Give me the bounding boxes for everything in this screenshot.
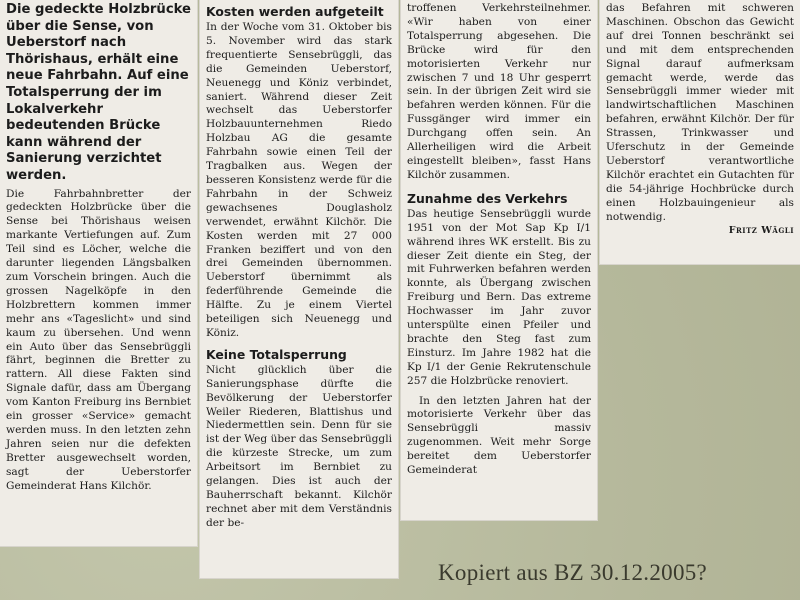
heading-keine-totalsperrung: Keine Totalsperrung	[206, 346, 347, 362]
heading-kosten: Kosten werden aufgeteilt	[206, 4, 384, 19]
copy-source-caption: Kopiert aus BZ 30.12.2005?	[438, 560, 708, 585]
column-2-clipping	[200, 0, 398, 578]
article-intro-paragraph: Die Fahrbahnbretter der gedeckten Holzbrücke über die Sense bei Thörishaus weisen markante Vertiefungen auf. Zum Teil sind es Löcher, welche die darunter liegenden Längsbalken zum Vorschein bringen. Auch die grossen Nagelköpfe in den Holzbrettern kommen immer mehr ans «Tageslicht» und sind kaum zu übersehen. Und wenn ein Auto über das Sensebrüggli fährt, beginnen die Bretter zu rattern. All diese Fakten sind Signale dafür, dass am Übergang vom Kanton Freiburg ins Bernbiet ein grosser «Service» gemacht werden muss. In den letzten zehn Jahren seien nur die defekten Bretter ausgewechselt worden, sagt der Ueberstorfer Gemeinderat Hans Kilchör.	[6, 187, 191, 492]
paragraph-keine-totalsperrung: Nicht glücklich über die Sanierungsphase dürfte die Bevölkerung der Ueberstorfer Weiler Riederen, Blattishus und Niedermettlen sein. Denn für sie ist der Weg über das Sensebrüggli die kürzeste Strecke, um zum Arbeitsort im Bernbiet zu gelangen. Dies ist auch der Bauherrschaft bekannt. Kilchör rechnet aber mit dem Verständnis der be-	[206, 363, 392, 529]
heading-zunahme-verkehr: Zunahme des Verkehrs	[407, 190, 568, 206]
author-byline: Fritz Wägli	[728, 224, 794, 236]
paragraph-geschichte: Das heutige Sensebrüggli wurde 1951 von der Mot Sap Kp I/1 während ihres WK erstellt. Bis zu dieser Zeit diente ein Steg, der mit Fuhrwerken befahren werden konnte, als Übergang zwischen Freiburg und Bern. Das extreme Hochwasser im Jahr zuvor unterspülte einen Pfeiler und brachte den Steg fast zum Einsturz. Im Jahre 1982 hat die Kp I/1 der Genie Rekrutenschule 257 die Holzbrücke renoviert.	[407, 207, 591, 387]
paragraph-verkehrsteilnehmer: troffenen Verkehrsteilnehmer. «Wir haben von einer Totalsperrung abgesehen. Die Brücke wird für den motorisierten Verkehr nur zwischen 7 und 18 Uhr gesperrt sein. In der übrigen Zeit wird sie befahren werden können. Für die Fussgänger wird immer ein Durchgang offen sein. An Allerheiligen wird die Arbeit eingestellt bleiben», fasst Hans Kilchör zusammen.	[407, 2, 591, 181]
column-3-clipping	[401, 0, 597, 520]
column-4-clipping	[600, 0, 800, 264]
column-1-clipping	[0, 0, 197, 546]
paragraph-maschinen: das Befahren mit schweren Maschinen. Obschon das Gewicht auf drei Tonnen beschränkt sei und mit dem entsprechenden Signal darauf aufmerksam gemacht werde, werde das Sensebrüggli immer wieder mit landwirtschaftlichen Maschinen befahren, erwähnt Kilchör. Der für Strassen, Trinkwasser und Uferschutz in der Gemeinde Ueberstorf verantwortliche Kilchör erachtet ein Gutachten für die 54-jährige Hochbrücke durch einen Holzbauingenieur als notwendig.	[606, 2, 794, 223]
paragraph-verkehr-zunahme: In den letzten Jahren hat der motorisierte Verkehr über das Sensebrüggli massiv zugenommen. Weit mehr Sorge bereitet dem Ueberstorfer Gemeinderat	[407, 394, 591, 477]
paragraph-kosten: In der Woche vom 31. Oktober bis 5. November wird das stark frequentierte Sensebrüggli, das die Gemeinden Ueberstorf, Neuenegg und Köniz verbindet, saniert. Während dieser Zeit wechselt das Ueberstorfer Holzbauunternehmen Riedo Holzbau AG die gesamte Fahrbahn sowie einen Teil der Tragbalken aus. Wegen der besseren Konsistenz werde für die Fahrbahn in der Schweiz gewachsenes Douglasholz verwendet, erwähnt Kilchör. Die Kosten werden mit 27 000 Franken beziffert und von den drei Gemeinden übernommen. Ueberstorf übernimmt als federführende Gemeinde die Hälfte. Zu je einem Viertel beteiligen sich Neuenegg und Köniz.	[206, 21, 392, 339]
article-lead: Die gedeckte Holzbrücke über die Sense, von Ueberstorf nach Thörishaus, erhält eine neue Fahrbahn. Auf eine Totalsperrung der im Lokalverkehr bedeutenden Brücke kann während der Sanierung verzichtet werden.	[6, 2, 191, 183]
